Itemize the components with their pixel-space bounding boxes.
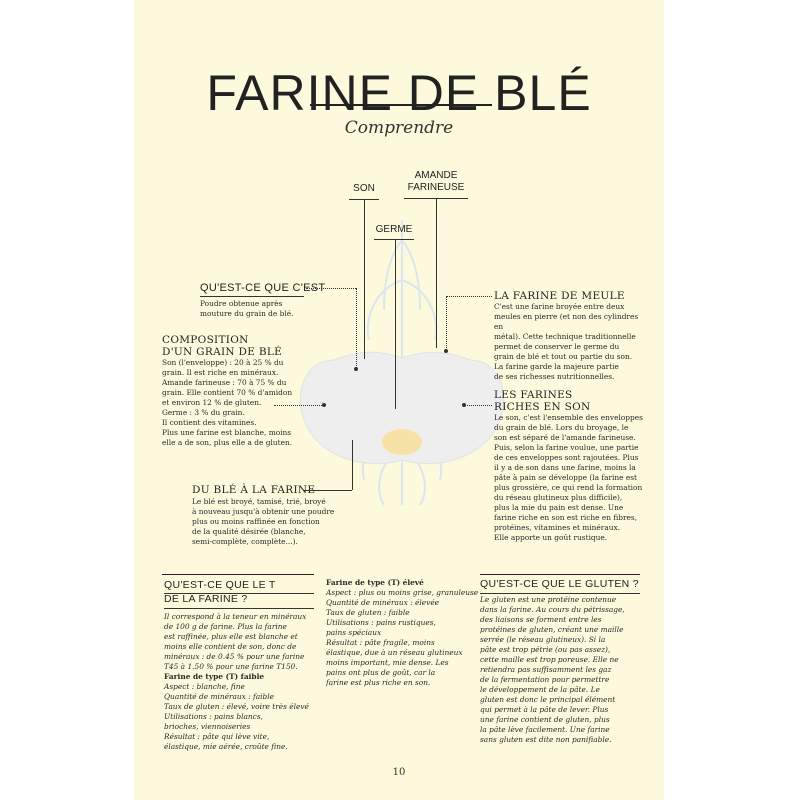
son-leader: [464, 405, 492, 406]
col3-text: Le gluten est une protéine contenue dans la farine. Au cours du pétrissage, des liaisons se forment entre les protéines de gluten, créant une maille serrée (le réseau glutineux). Si la pâte est trop pétrie (ou pas assez), cette maille est trop poreuse. Elle ne retiendra pas suffisamment les gaz de la fermentation pour permettre le développement de la pâte. Le gluten est donc le principal élément qui permet à la pâte de lever. Plus une farine contient de gluten, plus la pâte lève facilement. Une farine sans gluten est dite non panifiable.: [480, 595, 625, 744]
label-amande-line2: FARINEUSE: [407, 182, 465, 193]
ble-farine-title: DU BLÉ À LA FARINE: [192, 484, 316, 496]
ble-farine-leader-h: [304, 490, 352, 491]
col2-body: [326, 578, 486, 688]
col3-body: [480, 595, 650, 745]
page-number: 10: [392, 767, 406, 778]
son-leader: [364, 199, 365, 359]
col1-title-line1: QU'EST-CE QUE LE T: [164, 579, 276, 591]
composition-title: [162, 334, 282, 358]
meule-leader-h: [446, 296, 492, 297]
quest-title: QU'EST-CE QUE C'EST: [200, 282, 326, 294]
quest-body: Poudre obtenue après mouture du grain de blé.: [200, 299, 294, 318]
title-rule: [310, 104, 492, 106]
quest-leader-h: [306, 288, 356, 289]
label-amande-line1: AMANDE: [414, 170, 458, 181]
quest-leader-dot: [354, 367, 358, 371]
col3-title-rule: [480, 593, 640, 594]
meule-leader-v: [446, 296, 447, 350]
page-title: FARINE DE BLÉ: [206, 64, 592, 121]
col2-eleve-title: Farine de type (T) élevé: [326, 578, 424, 587]
composition-body: Son (l'enveloppe) : 20 à 25 % du grain. Il est riche en minéraux. Amande farineuse : 70 à 75 % du grain. Elle contient 70 % d'amidon et environ 12 % de gluten. Germe : 3 % du grain. Il contient des vitamines. Plus une farine est blanche, moins elle a de son, plus elle a de gluten.: [162, 358, 293, 447]
ble-farine-body: Le blé est broyé, tamisé, trié, broyé à nouveau jusqu'à obtenir une poudre plus ou moins raffinée en fonction de la qualité désirée (blanche, semi-complète, complète...).: [192, 497, 335, 546]
son-title-line2: RICHES EN SON: [494, 401, 591, 413]
col1-faible-title: Farine de type (T) faible: [164, 672, 265, 681]
ble-farine-leader-v: [352, 440, 353, 490]
col1-body: [164, 612, 334, 752]
col1-title-rule: [164, 593, 314, 594]
col1-title: [164, 578, 276, 606]
meule-body: C'est une farine broyée entre deux meules en pierre (et non des cylindres en métal). Cette technique traditionnelle permet de conserver le germe du grain de blé et tout ou partie du son. La farine garde la majeure partie de ses richesses nutritionnelles.: [494, 302, 639, 381]
quest-leader-v: [356, 288, 357, 368]
col1-intro: Il correspond à la teneur en minéraux de 100 g de farine. Plus la farine est raffinée, plus elle est blanche et moins elle contient de son, donc de minéraux : de 0.45 % pour une farine T45 à 1.50 % pour une farine T150.: [164, 612, 307, 671]
bottom-col3-bar: [480, 574, 640, 575]
bottom-col1-bar: [162, 574, 314, 575]
col1-faible-body: Aspect : blanche, fine Quantité de minéraux : faible Taux de gluten : élevé, voire très élevé Utilisations : pains blancs, brioches, viennoiseries Résultat : pâte qui lève vite, élastique, mie aérée, croûte fine.: [164, 682, 309, 751]
son-body: Le son, c'est l'ensemble des enveloppes du grain de blé. Lors du broyage, le son est séparé de l'amande farineuse. Puis, selon la farine voulue, une partie de ces enveloppes sont rajoutées. Plus il y a de son dans une farine, moins la pâte à pain se développe (la farine est plus grossière, ce qui rend la formation du réseau glutineux plus difficile), plus la mie du pain est dense. Une farine riche en son est riche en fibres, protéines, vitamines et minéraux. Elle apporte un goût rustique.: [494, 413, 643, 542]
son-title: [494, 389, 591, 413]
composition-leader: [274, 405, 324, 406]
page: [134, 0, 664, 800]
col1-title-line2: DE LA FARINE ?: [164, 593, 248, 605]
quest-rule: [200, 296, 304, 297]
germe-bar: [374, 239, 414, 240]
germ-shape: [382, 429, 422, 455]
composition-title-line2: D'UN GRAIN DE BLÉ: [162, 346, 283, 358]
label-germe: GERME: [375, 224, 413, 235]
composition-title-line1: COMPOSITION: [162, 334, 249, 346]
son-leader-dot: [462, 403, 466, 407]
meule-title: LA FARINE DE MEULE: [494, 290, 625, 302]
col2-eleve-body: Aspect : plus ou moins grise, granuleuse Quantité de minéraux : élevée Taux de gluten : faible Utilisations : pains rustiques, pains spéciaux Résultat : pâte fragile, moins élastique, due à un réseau glutineux moins important, mie dense. Les pains ont plus de goût, car la farine est plus riche en son.: [326, 588, 479, 687]
label-son: SON: [353, 183, 375, 194]
composition-leader-dot: [322, 403, 326, 407]
amande-leader: [436, 198, 437, 348]
germe-leader: [395, 239, 396, 409]
page-subtitle: Comprendre: [344, 118, 454, 138]
col1-title-rule2: [164, 608, 314, 609]
meule-leader-dot: [444, 349, 448, 353]
son-title-line1: LES FARINES: [494, 389, 573, 401]
col3-title: QU'EST-CE QUE LE GLUTEN ?: [480, 578, 639, 590]
label-amande-farineuse: [406, 170, 466, 194]
